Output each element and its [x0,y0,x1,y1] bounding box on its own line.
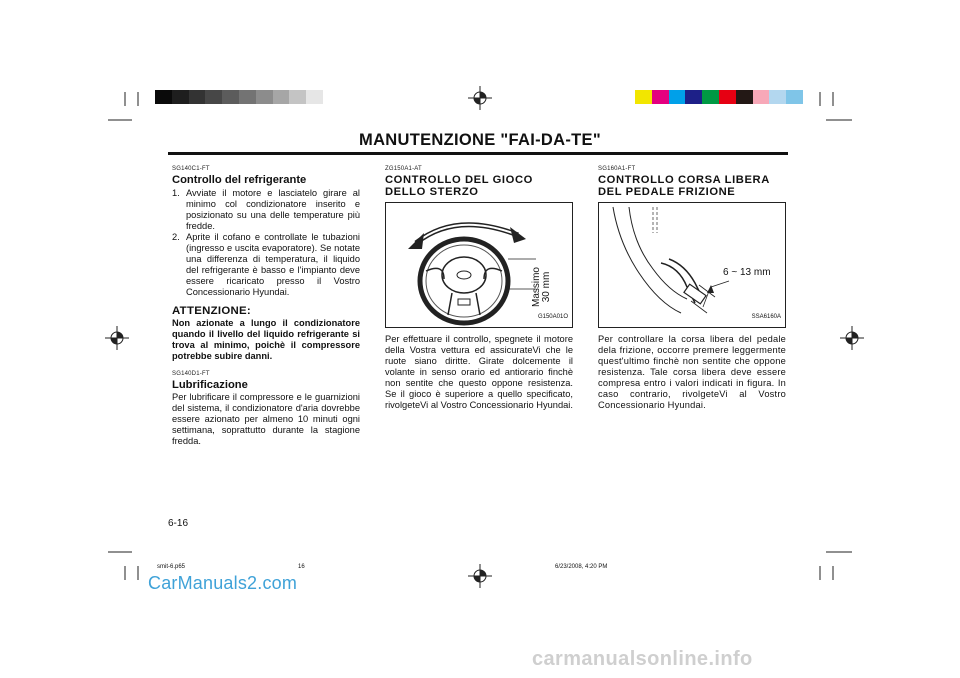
color-swatch [222,90,239,104]
page-number: 6-16 [168,518,189,529]
section-heading: CONTROLLO DEL GIOCO DELLO STERZO [385,174,533,198]
color-swatch [289,90,306,104]
color-swatch [702,90,719,104]
color-swatch [172,90,189,104]
color-swatch [205,90,222,104]
label-line: 30 mm [541,271,552,303]
color-swatch [719,90,736,104]
warning-title: ATTENZIONE: [172,305,252,317]
play-limit-label [524,255,562,315]
freeplay-label: 6 ~ 13 mm [723,267,771,278]
section-code: SG140C1-FT [172,166,210,172]
section-code: SG160A1-FT [598,166,636,172]
steering-figure [385,202,573,328]
warning-text: Non azionate a lungo il condizionatore quando il livello del liquido refrigerante si trova al minimo, poichè il compressore potrebbe subire danni. [172,318,360,361]
column-refrigerant [172,166,360,447]
color-swatch [306,90,323,104]
section-heading: CONTROLLO CORSA LIBERA DEL PEDALE FRIZIONE [598,174,770,198]
list-number: 1. [172,188,180,198]
list-number: 2. [172,232,180,242]
color-swatch [669,90,686,104]
page-title: MANUTENZIONE "FAI-DA-TE" [359,131,601,149]
title-rule [168,152,788,155]
color-swatch [155,90,172,104]
section-code: ZG150A1-AT [385,166,422,172]
section-code: SG140D1-FT [172,371,210,377]
paragraph: Per lubrificare il compressore e le guarnizioni del sistema, il condizionatore d'aria dovrebbe essere azionato per almeno 10 minuti ogni settimana, soprattutto durante la stagione fredda. [172,392,360,446]
figure-code: G150A01O [537,314,568,320]
clutch-pedal-illustration [599,203,785,327]
section-heading: Controllo del refrigerante [172,174,307,186]
footer-date: 6/23/2008, 4:20 PM [555,564,608,570]
color-swatch [685,90,702,104]
color-swatch [769,90,786,104]
list-text: Avviate il motore e lasciatelo girare al minimo col condizionatore inserito e posizionato su una delle temperature più fredde. [186,188,360,231]
column-steering [385,166,573,411]
list-item [172,232,360,298]
clutch-figure [598,202,786,328]
color-swatch [786,90,803,104]
color-swatch [635,90,652,104]
paragraph: Per controllare la corsa libera del pedale dela frizione, occorre premere leggermente quest'ultimo finchè non sentite che oppone resistenza. Tale corsa libera deve essere compresa entro i valori indicati in figura. In caso contrario, rivolgeteVi al Vostro Concessionario Hyundai. [598,334,786,410]
color-swatch [256,90,273,104]
color-swatch [736,90,753,104]
watermark-right: carmanualsonline.info [532,648,753,670]
footer-page: 16 [298,564,305,570]
label-line: Massimo [531,267,542,308]
figure-code: SSA6160A [751,314,781,320]
watermark-left: CarManuals2.com [148,573,298,593]
color-swatch [753,90,770,104]
footer-filename: smit-6.p65 [157,564,186,570]
color-swatch [189,90,206,104]
list-text: Aprite il cofano e controllate le tubazioni (ingresso e uscita evaporatore). Se notate una differenza di temperatura, il liquido del refrigerante è basso e l'impianto deve essere ricaricato presso il Vostro Concessionario Hyundai. [186,232,360,297]
list-item [172,188,360,232]
paragraph: Per effettuare il controllo, spegnete il motore della Vostra vettura ed assicurateVi che le ruote siano diritte. Girate dolcemente il volante in senso orario ed antiorario finchè non sentite che questo oppone resistenza. Se il gioco è superiore a quello specificato, rivolgeteVi al Vostro Concessionario Hyundai. [385,334,573,410]
color-swatch [652,90,669,104]
section-heading: Lubrificazione [172,379,248,391]
column-clutch [598,166,786,411]
steps-list [172,188,360,298]
color-swatch [239,90,256,104]
color-swatch [273,90,290,104]
